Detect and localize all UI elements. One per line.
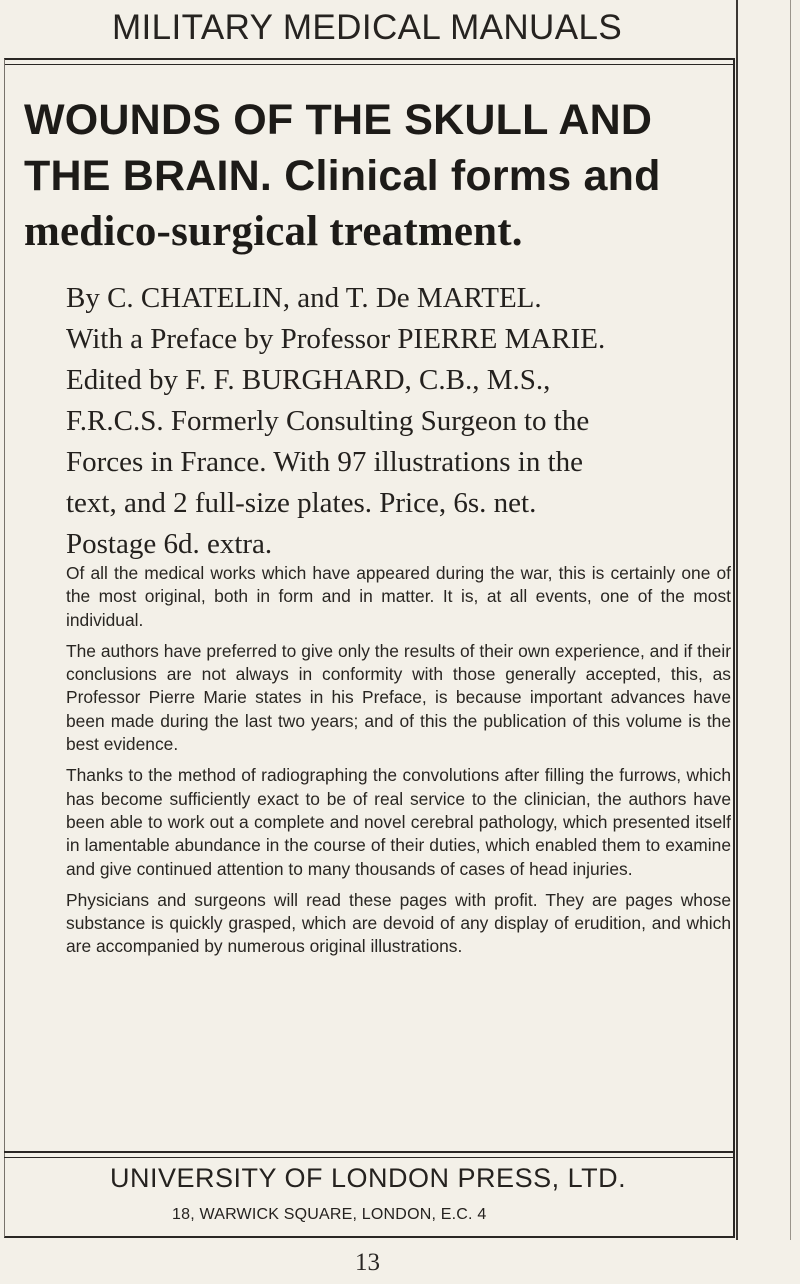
byline-editor-role: F.R.C.S. Formerly Consulting Surgeon to the [66, 405, 590, 437]
byline-postage: Postage 6d. extra. [66, 528, 273, 560]
byline-preface: With a Preface by Professor PIERRE MARIE. [66, 323, 606, 355]
series-title: MILITARY MEDICAL MANUALS [112, 8, 623, 47]
title-line-3: medico-surgical treatment. [24, 208, 523, 255]
book-title [24, 92, 728, 260]
publisher-name: UNIVERSITY OF LONDON PRESS, LTD. [110, 1163, 627, 1193]
right-border-line [736, 0, 738, 1240]
description-paragraph-4: Physicians and surgeons will read these pages with profit. They are pages whose substance is quickly grasped, which are devoid of any display of erudition, and which are accompanied by numerous original illustrations. [66, 889, 731, 957]
bottom-double-rule [4, 1151, 735, 1158]
description-paragraph-3: Thanks to the method of radiographing the convolutions after filling the furrows, which has become sufficiently exact to be of real service to the clinician, the authors have been able to work out a complete and novel cerebral pathology, which presented itself in lamentable abundance in the course of their duties, which enabled them to examine and give continued attention to many thousands of cases of head injuries. [66, 765, 731, 879]
publisher-address: 18, WARWICK SQUARE, LONDON, E.C. 4 [172, 1206, 487, 1223]
byline-price: text, and 2 full-size plates. Price, 6s. net. [66, 487, 537, 519]
description-paragraph-2: The authors have preferred to give only the results of their own experience, and if their conclusions are not always in conformity with those generally accepted, this, as Professor Pierre Marie states in his Preface, is because important advances have been made during the last two years; and of this the publication of this volume is the best evidence. [66, 640, 731, 755]
page-number: 13 [355, 1249, 380, 1276]
title-line-2: THE BRAIN. Clinical forms and [24, 152, 661, 200]
byline-editor: Edited by F. F. BURGHARD, C.B., M.S., [66, 364, 551, 396]
page-edge-line [790, 0, 791, 1240]
description-paragraph-1: Of all the medical works which have appeared during the war, this is certainly one of the most original, both in form and in matter. It is, at all events, one of the most individual. [66, 563, 731, 630]
byline-illustrations: Forces in France. With 97 illustrations in the [66, 446, 584, 478]
book-description [66, 562, 731, 967]
byline-authors: By C. CHATELIN, and T. De MARTEL. [66, 282, 542, 314]
title-line-1: WOUNDS OF THE SKULL AND [24, 96, 653, 144]
author-details [66, 278, 726, 565]
